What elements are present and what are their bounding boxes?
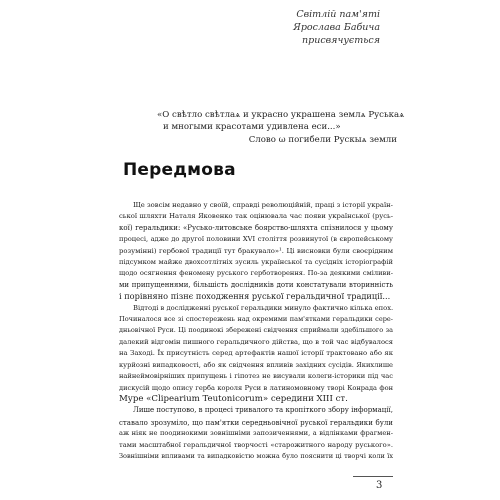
text-line: підсумком майже двохсотлітніх зусиль української та сусідніх історіографій bbox=[119, 258, 393, 267]
text-line: ми припущеннями, більшість дослідників доти констатували вторинність bbox=[119, 280, 393, 289]
text-line: тами масштабної геральдичної творчості «старожитного народу руського». bbox=[119, 440, 393, 449]
page-number: 3 bbox=[376, 480, 383, 491]
dedication bbox=[293, 8, 380, 47]
paragraph-1 bbox=[119, 200, 393, 303]
text-line: Ще зовсім недавно у своїй, справді революційній, праці з історії україн- bbox=[133, 201, 393, 209]
epigraph bbox=[157, 109, 405, 146]
dedication-line: присвячується bbox=[302, 35, 380, 46]
paragraph-2 bbox=[119, 303, 393, 406]
text-line: ставало зрозуміло, що пам'ятки середньовічної руської геральдики були bbox=[119, 417, 393, 427]
paragraph-3 bbox=[119, 405, 393, 462]
text-line: Починалося все зі спостережень над окремими пам'ятками геральдики сере- bbox=[119, 315, 393, 324]
text-line: дньовічної Руси. Ці поодинокі збережені свідчення сприймали здебільшого за bbox=[119, 326, 393, 335]
text-line: на Заході. Їх присутність серед артефактів нашої історії трактовано або як bbox=[119, 349, 393, 358]
text-line: Лише поступово, в процесі тривалого та кропіткого збору інформації, bbox=[133, 406, 393, 415]
text-line: розумінні) гербової традиції тут бракувало»¹. Ці висновки були своєрідним bbox=[119, 246, 393, 255]
text-line: аж ніяк не поодинокими зовнішніми запозиченнями, а відлінками фрагмен- bbox=[119, 429, 393, 438]
text-line: кої) геральдики: «Русько-литовське боярство-шляхта спізнилося у цьому bbox=[119, 223, 393, 232]
epigraph-line: и многыми красотами удивлена еси...» bbox=[163, 122, 341, 133]
epigraph-source: Слово ω погибели Рускыѧ земли bbox=[248, 134, 397, 145]
text-line: щодо осягнення феномену руського герботворення. По-за деякими сміливи- bbox=[119, 269, 393, 278]
text-line: дискусій щодо опису герба короля Руси в латиномовному творі Конрада фон bbox=[119, 383, 393, 392]
footer-rule bbox=[353, 476, 393, 477]
text-line: далекий відгомін пишного геральдичного дійства, що в той час відбувалося bbox=[119, 337, 393, 346]
section-heading: Передмова bbox=[123, 160, 236, 180]
dedication-line: Світлій пам'яті bbox=[296, 9, 380, 20]
text-line: найнеймовірніших припущень і гіпотез не висували колеги-історики під час bbox=[119, 372, 393, 381]
text-line: Зовнішніми впливами та випадковістю можна було пояснити ці творчі коли їх bbox=[119, 451, 393, 460]
text-line: курйозні випадковості, або як свідчення впливів західних сусідів. Якихлише bbox=[119, 360, 393, 369]
text-line: ської шляхти Наталя Яковенко так оцінювала час появи української (русь- bbox=[119, 212, 393, 221]
text-line: Відтоді в дослідженні руської геральдики минуло фактично кілька епох. bbox=[133, 303, 394, 312]
text-line: Муре «Clipearium Teutonicorum» середини XIII ст. bbox=[119, 393, 348, 404]
text-line: і порівняно пізнє походження руської геральдичної традиції... bbox=[119, 291, 391, 302]
text-line: процесі, адже до другої половини XVI століття розвинутої (в європейському bbox=[119, 235, 393, 244]
dedication-line: Ярослава Бабича bbox=[293, 22, 380, 33]
epigraph-line: «О свѣтло свѣтлаѧ и украсно украшена землѧ Руськаѧ bbox=[157, 110, 405, 120]
body-text bbox=[119, 200, 393, 462]
